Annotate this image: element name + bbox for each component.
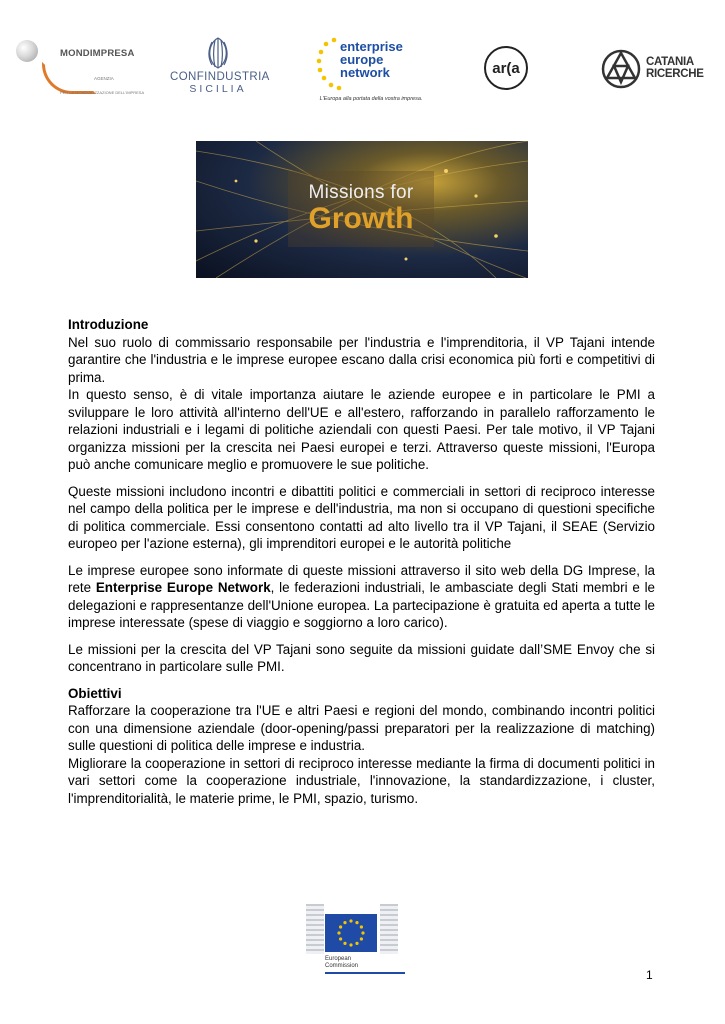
een-wordmark xyxy=(340,40,403,79)
mondimpresa-name: MONDIMPRESA xyxy=(60,48,135,59)
intro-paragraph-5: Le missioni per la crescita del VP Tajani sono seguite da missioni guidate dall’SME Envoy che si concentrano in particolare sulle PMI. xyxy=(68,641,655,674)
confindustria-region: SICILIA xyxy=(189,83,247,95)
obiettivi-paragraph-1: Rafforzare la cooperazione tra l'UE e altri Paesi e regioni del mondo, combinando incontri politici con una dimensione aziendale (door-opening/passi preparatori per la realizzazione di matching) sulle questioni di politica delle imprese e industria. xyxy=(68,703,655,753)
banner-line-1: Missions for xyxy=(308,182,414,203)
partner-logos xyxy=(0,0,725,120)
eu-stars-icon xyxy=(316,36,342,92)
building-left-icon xyxy=(306,904,324,954)
banner-title-box xyxy=(288,171,434,247)
obiettivi-paragraph-2: Migliorare la cooperazione in settori di reciproco interesse mediante la firma di documenti politici in vari settori come la cooperazione industriale, l'innovazione, la standardizzazione, i cluster, l'imprenditorialità, le materie prime, le PMI, spazio, turismo. xyxy=(68,755,655,806)
ec-line-2: Commission xyxy=(325,963,359,969)
ec-line-1: European xyxy=(325,956,352,962)
catania-line-1: CATANIA xyxy=(646,56,694,68)
catania-line-2: RICERCHE xyxy=(646,68,704,80)
een-line-2: europe xyxy=(340,52,384,67)
intro-paragraph-4 xyxy=(68,562,655,632)
confindustria-emblem-icon xyxy=(201,36,235,70)
european-commission-logo xyxy=(300,904,424,976)
ec-underline xyxy=(325,972,405,974)
document-body xyxy=(68,316,655,807)
mondimpresa-sub1: AGENZIA xyxy=(94,76,114,81)
een-logo xyxy=(316,34,426,110)
mondimpresa-sub2: PER LA MONDIALIZZAZIONE DELL'IMPRESA xyxy=(60,90,145,95)
een-line-3: network xyxy=(340,65,390,80)
catania-wordmark xyxy=(646,56,704,80)
ec-wordmark xyxy=(325,956,358,970)
page-number: 1 xyxy=(646,968,653,982)
building-right-icon xyxy=(380,904,398,954)
globe-icon xyxy=(16,40,38,62)
een-line-1: enterprise xyxy=(340,39,403,54)
een-mention: Enterprise Europe Network xyxy=(95,580,271,595)
intro-paragraph-1: Nel suo ruolo di commissario responsabile per l'industria e l'imprenditoria, il VP Tajani intende garantire che l'industria e le imprese europee escano dalla crisi economica più forti e competitivi di prima. xyxy=(68,334,655,385)
confindustria-name: CONFINDUSTRIA xyxy=(170,71,270,83)
banner-line-2: Growth xyxy=(308,202,414,235)
mondimpresa-logo xyxy=(12,34,145,104)
een-tagline: L'Europa alla portata della vostra impresa. xyxy=(319,96,423,102)
p4-text-end: , le federazioni industriali, le ambasciate degli Stati membri e le delegazioni e rappresentanze dell'Unione europea. La partecipazione è gratuita ed aperta a tutte le imprese interessate (spese di viaggio e soggiorno a loro carico). xyxy=(68,580,655,630)
catania-emblem-icon xyxy=(600,48,642,90)
eu-flag-icon xyxy=(325,914,377,952)
heading-obiettivi: Obiettivi xyxy=(68,685,122,701)
arca-logo xyxy=(484,46,534,96)
arca-text: ar(a xyxy=(484,46,528,90)
confindustria-logo xyxy=(170,36,270,102)
catania-ricerche-logo xyxy=(600,46,710,94)
intro-paragraph-3: Queste missioni includono incontri e dibattiti politici e commerciali in settori di reciproco interesse nel campo della politica per le imprese e dell'industria, ma non si occupano di questioni specifiche di politica commerciale. Essi consentono contatti ad alto livello tra il VP Tajani, il SEAE (Servizio europeo per l'azione esterna), gli imprenditori europei e le autorità politiche xyxy=(68,483,655,551)
p4-text-start: Le imprese europee sono informate di queste missioni attraverso il sito web della DG Imprese, la rete xyxy=(68,562,655,595)
missions-for-growth-banner xyxy=(196,141,528,278)
heading-introduzione: Introduzione xyxy=(68,317,149,332)
intro-paragraph-2: In questo senso, è di vitale importanza aiutare le aziende europee e in particolare le PMI a sviluppare le loro attività all'interno dell'UE e all'estero, rafforzando in parallelo rafforzamento le relazioni industriali e i legami di politiche aziendali con questi Paesi. Per tale motivo, il VP Tajani organizza missioni per la crescita nei Paesi europei e terzi. Attraverso queste missioni, l'Europa può anche comunicare meglio e promuovere le sue politiche. xyxy=(68,387,655,472)
